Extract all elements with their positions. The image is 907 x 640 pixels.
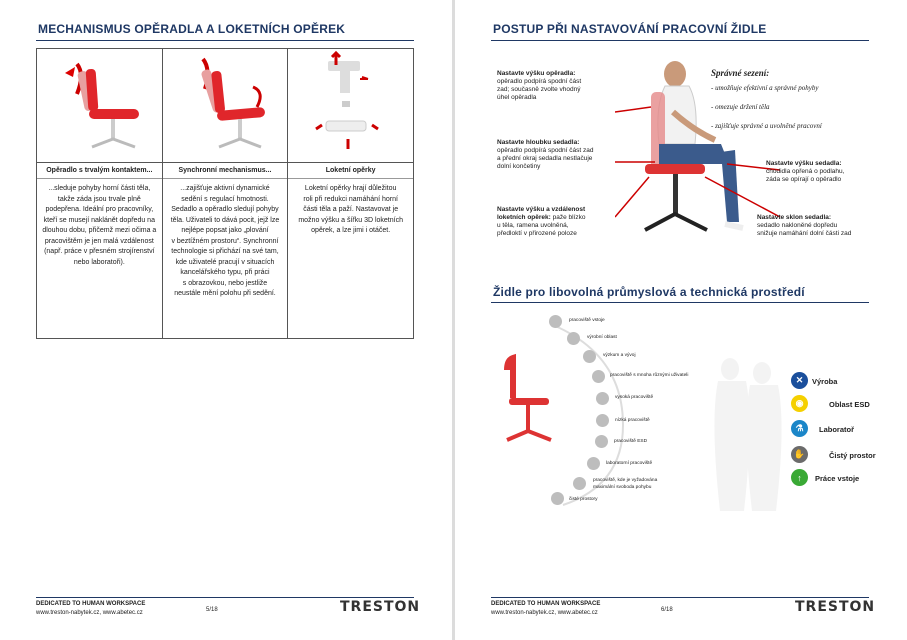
text-line: (např. práce v přesném strojírenství (44, 248, 155, 255)
column-armrest (288, 163, 414, 339)
research-icon (583, 350, 596, 363)
treston-logo: TRESTON (795, 599, 876, 615)
label-heading: Nastavte sklon sedadla: (757, 214, 832, 221)
page-5 (0, 0, 452, 640)
label-heading: Nastavte výšku opěradla: (497, 70, 576, 77)
column-heading: Opěradlo s trvalým kontaktem... (37, 163, 162, 179)
text-line: v beztížném prostoru“. Synchronní (171, 237, 279, 245)
text-line: roli při redukci namáhání horní (303, 195, 398, 203)
correct-sitting-item: - zajišťuje správné a uvolněné pracovní (711, 122, 822, 130)
column-text (37, 179, 162, 338)
footer-tagline: DEDICATED TO HUMAN WORKSPACE (491, 601, 601, 607)
label-line: sedadlo nakloněné dopředu (757, 222, 838, 229)
label-line: a přední okraj sedadla nestlačuje (497, 155, 593, 162)
text-line: možno výšku a šířku 3D loketních (298, 216, 403, 224)
mechanism-table (36, 48, 414, 339)
footer-url: www.treston-nabytek.cz, www.abetec.cz (491, 610, 598, 616)
industry-item: vysoká pracoviště (615, 395, 654, 400)
esd-workplace-icon (595, 435, 608, 448)
industry-item: nízká pracoviště (615, 418, 650, 423)
label-line: záda se opírají o opěradlo (766, 176, 842, 183)
cleanroom-icon (551, 492, 564, 505)
workers-silhouette-illustration (700, 355, 790, 515)
industry-item: pracoviště s mnoha různými uživateli (610, 373, 689, 378)
page-number: 5/18 (206, 607, 218, 613)
label-line: úhel opěradla (497, 94, 537, 101)
industry-item: maximální svoboda pohybu (593, 485, 652, 490)
industry-item: pracoviště, kde je vyžadována (593, 478, 658, 483)
text-line: těla. Uživateli to dává pocit, jejž lze (170, 216, 280, 224)
label-line: dolní končetiny (497, 163, 541, 170)
text-line: dlouhou dobu, přičemž mezi očima a (42, 227, 157, 234)
page-6 (455, 0, 907, 640)
industry-item: laboratorní pracoviště (606, 461, 653, 466)
label-heading: Nastavte výšku a vzdálenost (497, 206, 586, 213)
standing-workplace-icon (549, 315, 562, 328)
standing-work-icon: ↑ (791, 469, 808, 486)
column-synchro (162, 163, 288, 339)
cleanroom-env-icon: ✋ (791, 446, 808, 463)
armrest-illustration (288, 49, 414, 163)
label-line: u těla, ramena uvolněná, (497, 222, 569, 229)
text-line: Loketní opěrky hrají důležitou (304, 185, 397, 192)
text-line: kancelářského typu, při práci (180, 269, 270, 276)
industry-item: čisté prostory (569, 497, 598, 502)
label-heading: Nastavte výšku sedadla: (766, 160, 842, 167)
environment-label: Oblast ESD (829, 400, 870, 409)
text-line: části těla a paží. Nastavovat je (303, 206, 399, 213)
correct-sitting-item: - umožňuje efektivní a správné pohyby (711, 84, 819, 92)
text-line: technologie si přichází na své tam, (171, 248, 279, 255)
page-title: POSTUP PŘI NASTAVOVÁNÍ PRACOVNÍ ŽIDLE (493, 22, 767, 36)
correct-sitting-item: - omezuje držení těla (711, 103, 770, 111)
industry-title: Židle pro libovolná průmyslová a technická prostředí (493, 285, 805, 299)
title-rule (491, 40, 869, 41)
footer-rule (491, 597, 869, 598)
esd-area-icon: ◉ (791, 395, 808, 412)
seat-tilt-label (757, 214, 851, 238)
environment-label: Laboratoř (819, 425, 855, 434)
label-line: zad; současně zvolte vhodný (497, 86, 581, 93)
production-area-icon (567, 332, 580, 345)
correct-sitting-title: Správné sezení: (711, 68, 770, 78)
text-line: ...sleduje pohyby horní části těla, (48, 185, 151, 192)
backrest-height-label (497, 70, 581, 102)
industry-item: pracoviště ESD (614, 439, 648, 444)
label-line: předloktí v přirozené poloze (497, 230, 577, 237)
treston-logo: TRESTON (340, 599, 421, 615)
label-heading: loketních opěrek: (497, 214, 551, 221)
label-line: opěradlo podpírá spodní část (497, 78, 582, 85)
text-line: ...zajišťuje aktivní dynamické (180, 185, 270, 192)
text-line: sedění s regulací hmotnosti. (181, 195, 269, 203)
freedom-of-movement-icon (573, 477, 586, 490)
text-line: opěrek, a lze jimi i otáčet. (311, 227, 391, 234)
seat-height-label (766, 160, 844, 184)
column-text (163, 179, 288, 338)
page-number: 6/18 (661, 607, 673, 613)
production-icon: ✕ (791, 372, 808, 389)
label-line: chodidla opřená o podlahu, (766, 168, 845, 175)
footer-rule (36, 597, 414, 598)
label-line: opěradlo podpírá spodní část zad (497, 147, 594, 154)
title-rule (36, 40, 414, 41)
footer-tagline: DEDICATED TO HUMAN WORKSPACE (36, 601, 146, 607)
column-heading: Synchronní mechanismus... (163, 163, 288, 179)
environment-label: Čistý prostor (829, 451, 876, 460)
label-line: snižuje namáhání dolní části zad (757, 230, 852, 237)
text-line: podepřena. Ideální pro pracovníky, (45, 206, 154, 213)
text-line: takže záda jsou trvale plně (57, 195, 141, 203)
text-line: kde uživatelé pracují v situacích (175, 258, 275, 266)
column-backrest (37, 163, 163, 339)
page-title: MECHANISMUS OPĚRADLA A LOKETNÍCH OPĚREK (38, 22, 346, 36)
text-line: s obrazovkou, nebo jestliže (182, 279, 268, 287)
synchro-chair-illustration (162, 49, 288, 163)
text-line: neustále mění polohu při sedění. (174, 290, 276, 297)
text-line: pracovištěm je jen malá vzdálenost (44, 237, 154, 245)
industry-item: výrobní oblast (587, 335, 617, 340)
title-rule (491, 302, 869, 303)
label-line: paže blízko (552, 214, 586, 221)
column-heading: Loketní opěrky (288, 163, 413, 179)
text-line: nebo laboratoři). (73, 258, 125, 266)
label-heading: Nastavte hloubku sedadla: (497, 139, 580, 146)
environment-label: Práce vstoje (815, 474, 860, 483)
footer-url: www.treston-nabytek.cz, www.abetec.cz (36, 610, 143, 616)
environment-label: Výroba (812, 377, 838, 386)
industry-item: pracoviště vstoje (569, 318, 605, 323)
industry-item: výzkum a vývoj (603, 353, 636, 358)
low-workplace-icon (596, 414, 609, 427)
backrest-chair-illustration (37, 49, 163, 163)
armrest-label (497, 206, 586, 238)
text-line: nejlépe popsat jako „plování (181, 227, 269, 234)
text-line: kteří se musejí naklánět dopředu na (43, 216, 155, 224)
laboratory-env-icon: ⚗ (791, 420, 808, 437)
multi-user-icon (592, 370, 605, 383)
laboratory-icon (587, 457, 600, 470)
high-workplace-icon (596, 392, 609, 405)
column-text (288, 179, 413, 338)
seat-depth-label (497, 139, 593, 171)
text-line: Sedadlo a opěradlo sledují pohyby (171, 206, 279, 213)
